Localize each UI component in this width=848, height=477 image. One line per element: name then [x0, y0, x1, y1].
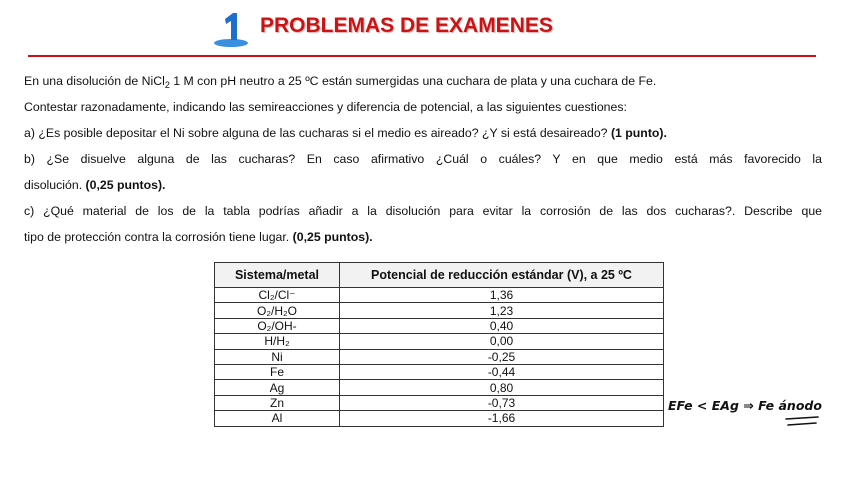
cell-system: Al — [215, 411, 340, 426]
intro-text-end: 1 M con pH neutro a 25 ºC están sumergidas una cuchara de plata y una cuchara de Fe. — [169, 74, 657, 88]
cell-potential: 0,00 — [340, 334, 664, 349]
cell-potential: -0,73 — [340, 395, 664, 410]
question-a-points: (1 punto). — [610, 126, 667, 140]
handwritten-annotation — [668, 386, 840, 436]
question-b-text: disolución. — [24, 178, 86, 192]
cell-potential: 0,40 — [340, 318, 664, 333]
cell-system: Fe — [215, 364, 340, 379]
page-header — [0, 0, 848, 50]
question-b-points: (0,25 puntos). — [85, 178, 166, 192]
number-one-icon — [213, 10, 249, 48]
table-row — [215, 411, 664, 426]
table-row — [215, 318, 664, 333]
cell-system: Cl₂/Cl⁻ — [215, 288, 340, 303]
header-system: Sistema/metal — [215, 263, 340, 288]
cell-system: Zn — [215, 395, 340, 410]
cell-potential: -0,25 — [340, 349, 664, 364]
annotation-text: EFe < EAg ⇒ Fe ánodo — [668, 398, 822, 413]
table-row — [215, 303, 664, 318]
page-title: PROBLEMAS DE EXAMENES — [260, 14, 553, 37]
cell-system: Ag — [215, 380, 340, 395]
reduction-potential-table — [214, 262, 664, 427]
question-c-line1: c) ¿Qué material de los de la tabla podrías añadir a la disolución para evitar la corrosión de las dos cucharas?. Describe que — [24, 204, 822, 218]
table-row — [215, 395, 664, 410]
cell-potential: 0,80 — [340, 380, 664, 395]
table-row — [215, 334, 664, 349]
question-c-text: tipo de protección contra la corrosión tiene lugar. — [24, 230, 293, 244]
question-c-points: (0,25 puntos). — [292, 230, 373, 244]
problem-statement — [24, 68, 822, 250]
table-row — [215, 288, 664, 303]
cell-potential: 1,23 — [340, 303, 664, 318]
intro-text: En una disolución de NiCl — [24, 74, 165, 88]
question-b-line2 — [24, 172, 822, 198]
table-row — [215, 380, 664, 395]
header-divider — [28, 55, 816, 57]
table-row — [215, 364, 664, 379]
cell-system: O₂/OH- — [215, 318, 340, 333]
cell-system: O₂/H₂O — [215, 303, 340, 318]
question-a-text: a) ¿Es posible depositar el Ni sobre alguna de las cucharas si el medio es aireado? ¿Y si está desaireado? — [24, 126, 611, 140]
instruction-paragraph: Contestar razonadamente, indicando las semireacciones y diferencia de potencial, a las siguientes cuestiones: — [24, 100, 627, 114]
intro-paragraph — [24, 68, 822, 94]
cell-system: Ni — [215, 349, 340, 364]
cell-system: H/H₂ — [215, 334, 340, 349]
table-header-row — [215, 263, 664, 288]
table-row — [215, 349, 664, 364]
cell-potential: -1,66 — [340, 411, 664, 426]
intro-subscript: 2 — [164, 80, 170, 90]
question-b-line1: b) ¿Se disuelve alguna de las cucharas? En caso afirmativo ¿Cuál o cuáles? Y en que medio está más favorecido la — [24, 152, 822, 166]
header-potential: Potencial de reducción estándar (V), a 25 ºC — [340, 263, 664, 288]
cell-potential: -0,44 — [340, 364, 664, 379]
question-c-line2 — [24, 224, 822, 250]
cell-potential: 1,36 — [340, 288, 664, 303]
question-a — [24, 120, 822, 146]
